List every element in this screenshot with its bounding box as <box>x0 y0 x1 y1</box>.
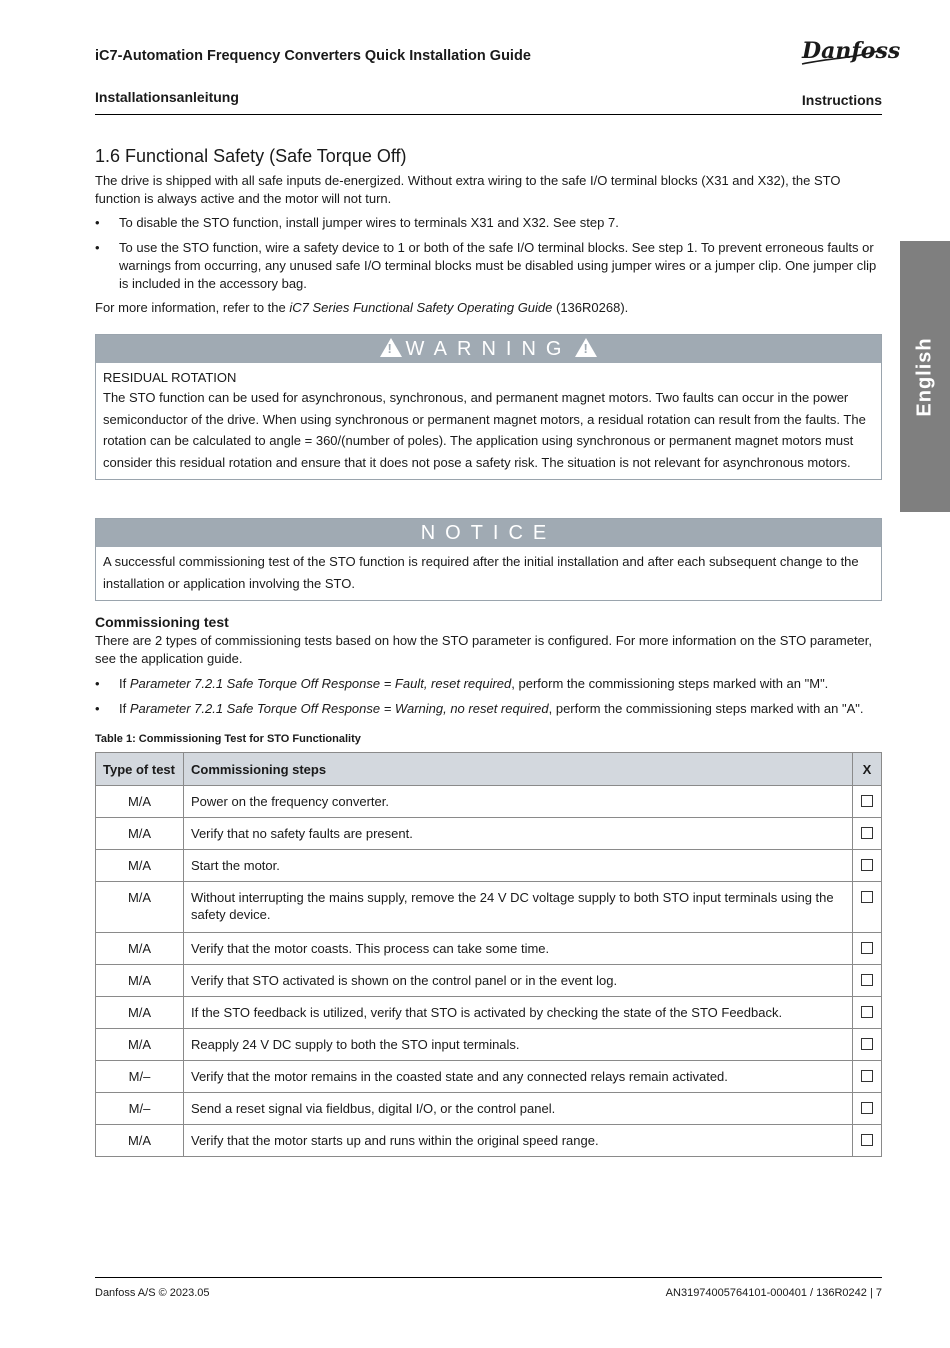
step-cell: Verify that the motor starts up and runs within the original speed range. <box>184 1125 853 1157</box>
checkbox[interactable] <box>861 1038 873 1050</box>
checkbox[interactable] <box>861 1102 873 1114</box>
checkbox[interactable] <box>861 795 873 807</box>
section-intro: The drive is shipped with all safe inputs de-energized. Without extra wiring to the safe I/O terminal blocks (X31 and X32), the STO function is always active and the motor will not turn. <box>95 173 841 206</box>
checkbox[interactable] <box>861 1134 873 1146</box>
table-row <box>96 850 882 882</box>
test-type-cell: M/A <box>96 818 184 850</box>
subtitle-left: Installationsanleitung <box>95 89 239 105</box>
checkbox[interactable] <box>861 891 873 903</box>
step-cell: Send a reset signal via fieldbus, digital I/O, or the control panel. <box>184 1093 853 1125</box>
test-type-cell: M/A <box>96 997 184 1029</box>
subtitle-right: Instructions <box>801 92 882 108</box>
table-row <box>96 1061 882 1093</box>
commissioning-heading: Commissioning test <box>95 614 229 630</box>
list-item-text: To use the STO function, wire a safety device to 1 or both of the safe I/O terminal blocks. See step 1. To prevent erroneous faults or warnings from occurring, any unused safe I/O terminal blocks must be disabled using jumper wires or a jumper clip. One jumper clip is included in the accessory bag. <box>119 240 877 291</box>
section-title: 1.6 Functional Safety (Safe Torque Off) <box>95 146 407 166</box>
footer-copyright: Danfoss A/S © 2023.05 <box>95 1287 210 1299</box>
checkbox-cell <box>853 1029 882 1061</box>
checkbox-cell <box>853 1125 882 1157</box>
language-tab-label: English <box>913 336 936 417</box>
list-item-text: To disable the STO function, install jumper wires to terminals X31 and X32. See step 7. <box>119 215 619 230</box>
checkbox-cell <box>853 965 882 997</box>
warning-label: WARNING <box>405 338 572 360</box>
column-header-check: X <box>853 753 882 786</box>
checkbox[interactable] <box>861 859 873 871</box>
more-info-post: (136R0268). <box>552 300 629 315</box>
step-cell: Verify that STO activated is shown on the control panel or in the event log. <box>184 965 853 997</box>
checkbox[interactable] <box>861 1006 873 1018</box>
table-row <box>96 1125 882 1157</box>
checkbox-cell <box>853 882 882 933</box>
language-tab <box>900 241 950 512</box>
table-caption: Table 1: Commissioning Test for STO Functionality <box>95 733 361 745</box>
warning-icon <box>380 338 402 357</box>
notice-bar: NOTICE <box>96 519 881 547</box>
test-type-cell: M/A <box>96 850 184 882</box>
test-type-cell: M/A <box>96 1125 184 1157</box>
step-cell: Verify that the motor remains in the coasted state and any connected relays remain activated. <box>184 1061 853 1093</box>
table-row <box>96 1029 882 1061</box>
bullet-dot: • <box>95 676 100 691</box>
more-info-pre: For more information, refer to the <box>95 300 290 315</box>
footer-doc-number: AN31974005764101-000401 / 136R0242 | 7 <box>665 1287 882 1299</box>
step-cell: Without interrupting the mains supply, remove the 24 V DC voltage supply to both STO input terminals using the safety device. <box>184 882 853 933</box>
notice-box <box>95 518 882 601</box>
checkbox-cell <box>853 1061 882 1093</box>
checkbox-cell <box>853 818 882 850</box>
step-cell: If the STO feedback is utilized, verify that STO is activated by checking the state of the STO Feedback. <box>184 997 853 1029</box>
more-info-ref: iC7 Series Functional Safety Operating Guide <box>289 300 553 315</box>
column-header-steps: Commissioning steps <box>184 753 853 786</box>
bullet-dot: • <box>95 215 100 230</box>
warning-text: The STO function can be used for asynchronous, synchronous, and permanent magnet motors. Two faults can occur in the power semiconductor of the drive. When using synchronous or permanent magnet motors, a residual rotation can result from the faults. The rotation can be calculated to angle = 360/(number of poles). The application using synchronous or permanent magnet motors must consider this residual rotation and ensure that it does not pose a safety risk. The situation is not relevant for asynchronous motors. <box>103 390 866 470</box>
warning-box <box>95 334 882 480</box>
table-header-row <box>96 753 882 786</box>
danfoss-logo <box>800 36 901 70</box>
commissioning-intro: There are 2 types of commissioning tests based on how the STO parameter is configured. For more information on the STO parameter, see the application guide. <box>95 633 873 666</box>
bullet-dot: • <box>95 701 100 716</box>
test-type-cell: M/A <box>96 786 184 818</box>
warning-heading: RESIDUAL ROTATION <box>103 370 237 385</box>
table-row <box>96 882 882 933</box>
footer-divider <box>95 1277 882 1278</box>
table-row <box>96 1093 882 1125</box>
test-type-cell: M/A <box>96 933 184 965</box>
table-row <box>96 786 882 818</box>
step-cell: Verify that no safety faults are present. <box>184 818 853 850</box>
checkbox[interactable] <box>861 1070 873 1082</box>
test-type-cell: M/A <box>96 882 184 933</box>
table-row <box>96 965 882 997</box>
list-item-text: If Parameter 7.2.1 Safe Torque Off Response = Fault, reset required, perform the commissioning steps marked with an "M". <box>119 676 829 691</box>
test-type-cell: M/– <box>96 1093 184 1125</box>
step-cell: Verify that the motor coasts. This process can take some time. <box>184 933 853 965</box>
logo-wordmark: Danfoss <box>802 38 901 64</box>
checkbox[interactable] <box>861 974 873 986</box>
table-row <box>96 933 882 965</box>
test-type-cell: M/A <box>96 1029 184 1061</box>
checkbox[interactable] <box>861 942 873 954</box>
step-cell: Reapply 24 V DC supply to both the STO input terminals. <box>184 1029 853 1061</box>
test-type-cell: M/– <box>96 1061 184 1093</box>
document-title: iC7-Automation Frequency Converters Quick Installation Guide <box>95 48 531 64</box>
step-cell: Power on the frequency converter. <box>184 786 853 818</box>
list-item-text: If Parameter 7.2.1 Safe Torque Off Response = Warning, no reset required, perform the commissioning steps marked with an "A". <box>119 701 864 716</box>
test-type-cell: M/A <box>96 965 184 997</box>
bullet-dot: • <box>95 240 100 255</box>
checkbox-cell <box>853 997 882 1029</box>
table-row <box>96 818 882 850</box>
commissioning-table <box>95 752 882 1157</box>
more-info <box>95 299 882 317</box>
warning-bar <box>96 335 881 363</box>
checkbox-cell <box>853 850 882 882</box>
step-cell: Start the motor. <box>184 850 853 882</box>
notice-text: A successful commissioning test of the STO function is required after the initial installation and after each subsequent change to the installation or application involving the STO. <box>103 554 859 591</box>
checkbox[interactable] <box>861 827 873 839</box>
warning-icon <box>575 338 597 357</box>
table-row <box>96 997 882 1029</box>
header-divider <box>95 114 882 115</box>
checkbox-cell <box>853 1093 882 1125</box>
checkbox-cell <box>853 786 882 818</box>
column-header-type: Type of test <box>96 753 184 786</box>
checkbox-cell <box>853 933 882 965</box>
